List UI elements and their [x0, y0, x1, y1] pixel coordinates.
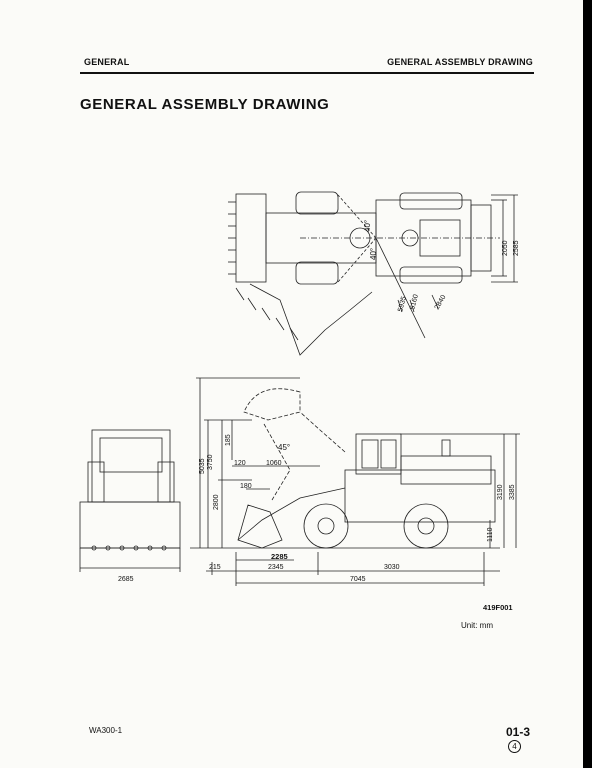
page-number: 01-3	[506, 725, 531, 739]
side-dim-2800: 2800	[213, 494, 220, 510]
header-title: GENERAL ASSEMBLY DRAWING	[387, 57, 533, 67]
side-dim-1060: 1060	[266, 460, 282, 467]
side-dim-3190: 3190	[497, 484, 504, 500]
side-dim-215: 215	[209, 564, 221, 571]
side-view	[190, 378, 520, 586]
top-angle-right: 40°	[369, 247, 378, 260]
page-title: GENERAL ASSEMBLY DRAWING	[80, 96, 330, 113]
side-dim-185: 185	[225, 434, 232, 446]
top-radius-5160: 5160	[409, 293, 420, 311]
top-view	[228, 192, 518, 355]
side-dim-3385: 3385	[509, 484, 516, 500]
model-footer: WA300-1	[89, 726, 123, 735]
unit-label: Unit: mm	[461, 621, 493, 630]
side-dim-2285: 2285	[271, 552, 288, 561]
top-dim-2050: 2050	[502, 240, 509, 256]
top-radius-2840: 2840	[433, 294, 448, 311]
side-dim-5035: 5035	[199, 458, 206, 474]
side-dim-7045: 7045	[350, 576, 366, 583]
figure-code: 419F001	[483, 603, 513, 612]
side-dim-1110: 1110	[487, 527, 494, 542]
side-dim-180: 180	[240, 483, 252, 490]
side-dim-3750: 3750	[207, 454, 214, 470]
front-dim-2685: 2685	[118, 576, 134, 583]
side-dim-2345: 2345	[268, 564, 284, 571]
top-radius-5935: 5935	[397, 295, 408, 313]
side-dump-angle: 45°	[278, 443, 291, 452]
top-angle-left: 40°	[363, 219, 372, 232]
revision-badge: 4	[508, 740, 521, 753]
front-view	[80, 430, 180, 572]
section-header: GENERAL	[84, 57, 130, 67]
top-dim-2585: 2585	[513, 240, 520, 256]
side-dim-3030: 3030	[384, 564, 400, 571]
side-dim-120: 120	[234, 460, 246, 467]
